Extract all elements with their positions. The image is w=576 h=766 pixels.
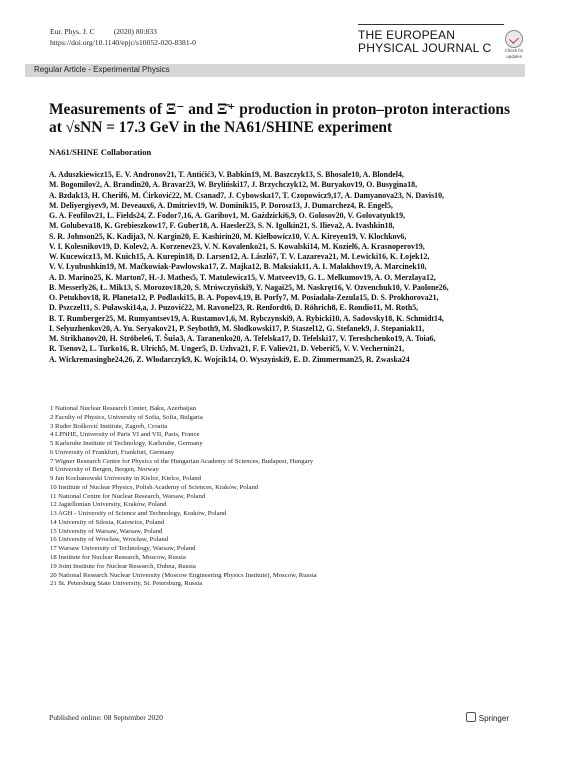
affiliation-item: 1 National Nuclear Research Center, Baku, Azerbaijan	[50, 405, 197, 412]
author-line: M. Deliyergiyev9, M. Deveaux6, A. Dmitriev19, W. Dominik15, P. Dorosz13, J. Dumarchez4, R. Engel5,	[49, 200, 393, 210]
author-line: O. Petukhov18, R. Płaneta12, P. Podlaski15, B. A. Popov4,19, B. Porfy7, M. Posiadała-Zezula15, D. S. Prokhorova21,	[49, 293, 439, 302]
journal-line-2: PHYSICAL JOURNAL C	[358, 41, 492, 56]
publisher-logo	[466, 712, 509, 723]
publisher-name: Springer	[478, 714, 509, 723]
author-line: M. Golubeva18, K. Grebieszkow17, F. Guber18, A. Haesler23, S. N. Igolkin21, S. Ilieva2, A. Ivashkin18,	[49, 221, 395, 231]
affiliation-item: 8 University of Bergen, Bergen, Norway	[50, 466, 159, 474]
affiliation-item: 9 Jan Kochanowski University in Kielce, Kielce, Poland	[50, 475, 201, 483]
updates-label-1: Check for	[504, 48, 524, 53]
author-line: B. T. Rumberger25, M. Rumyantsev19, A. Rustamov1,6, M. Rybczynski9, A. Rybicki10, A. Sadovsky18, K. Schmidt14,	[49, 313, 444, 323]
running-header	[50, 27, 196, 48]
page-footer	[49, 713, 529, 722]
affiliation-item: 10 Institute of Nuclear Physics, Polish Academy of Sciences, Kraków, Poland	[50, 483, 259, 491]
author-line: V. I. Kolesnikov19, D. Kolev2, A. Korzenev23, V. N. Kovalenko21, S. Kowalski14, M. Koziel6, A. Krasnoperov19,	[49, 241, 425, 251]
published-date: Published online: 08 September 2020	[49, 713, 163, 722]
affiliation-item: 21 St. Petersburg State University, St. Petersburg, Russia	[50, 580, 203, 588]
author-line: V. V. Lyubushkin19, M. Maćkowiak-Pawłowska17, Z. Majka12, B. Maksiak11, A. I. Malakhov19, A. Marcinek10,	[49, 262, 427, 272]
check-for-updates-button[interactable]	[499, 30, 529, 58]
update-badge-icon	[505, 30, 523, 48]
affiliation-item: 3 Ruđer Bošković Institute, Zagreb, Croatia	[50, 422, 168, 430]
affiliation-item: 20 National Research Nuclear University (Moscow Engineering Physics Institute), Moscow, Russia	[50, 571, 317, 579]
doi-link[interactable]: https://doi.org/10.1140/epjc/s10052-020-8381-0	[50, 37, 196, 47]
citation: Eur. Phys. J. C (2020) 80:833	[50, 27, 157, 36]
affiliation-list	[50, 405, 520, 589]
author-line: M. Bogomilov2, A. Brandin20, A. Bravar23, W. Bryliński17, J. Brzychczyk12, M. Buryakov19, O. Busygina18,	[49, 180, 418, 190]
affiliation-item: 19 Joint Institute for Nuclear Research, Dubna, Russia	[50, 562, 196, 570]
affiliation-item: 15 University of Warsaw, Warsaw, Poland	[50, 527, 163, 535]
journal-rule	[358, 24, 504, 25]
author-line: A. D. Marino25, K. Marton7, H.-J. Mathes5, T. Matulewicz15, V. Matveev19, G. L. Melkumov19, A. O. Merzlaya12,	[49, 272, 436, 282]
author-line: S. R. Johnson25, K. Kadija3, N. Kargin20, E. Kashirin20, M. Kiełbowicz10, V. A. Kireyeu19, V. Klochkov6,	[49, 231, 407, 241]
author-line: I. Selyuzhenkov20, A. Yu. Seryakov21, P. Seyboth9, M. Słodkowski17, P. Staszel12, G. Stefanek9, J. Stepaniak11,	[49, 323, 425, 333]
affiliation-item: 16 University of Wrocław, Wrocław, Poland	[50, 536, 169, 544]
article-type-label: Regular Article - Experimental Physics	[34, 65, 170, 74]
author-line: B. Messerly26, Ł. Mik13, S. Morozov18,20, S. Mrówczyński9, Y. Nagai25, M. Naskręt16, V. Ozvenchuk10, V. Paolone26,	[49, 282, 449, 292]
author-line: D. Pszczel11, S. Puławski14,a, J. Puzović22, M. Ravonel23, R. Renfordt6, D. Röhrich8, E. Rondio11, M. Roth5,	[49, 303, 419, 313]
affiliation-item: 5 Karlsruhe Institute of Technology, Karlsruhe, Germany	[50, 440, 203, 448]
author-line: A. Wickremasinghe24,26, Z. Włodarczyk9, K. Wojcik14, O. Wyszyński9, E. D. Zimmerman25, R. Zwaska24	[49, 354, 410, 364]
springer-horse-icon	[466, 712, 476, 722]
author-line: G. A. Feofilov21, L. Fields24, Z. Fodor7,16, A. Garibov1, M. Gaździcki6,9, O. Golosov20, V. Golovatyuk19,	[49, 211, 405, 220]
author-list	[49, 170, 527, 365]
author-line: R. Tsenov2, L. Turko16, R. Ulrich5, M. Unger5, D. Uzhva21, F. F. Valiev21, D. Veberič5, V. V. Vechernin21,	[49, 344, 405, 354]
article-title: Measurements of Ξ⁻ and Ξ̄⁺ production in proton–proton interactions at √sNN = 17.3 GeV in the NA61/SHINE experiment	[49, 101, 510, 136]
affiliation-item: 12 Jagiellonian University, Kraków, Poland	[50, 501, 167, 509]
affiliation-item: 11 National Centre for Nuclear Research, Warsaw, Poland	[50, 492, 206, 500]
collaboration-name: NA61/SHINE Collaboration	[49, 147, 152, 157]
author-line: A. Aduszkiewicz15, E. V. Andronov21, T. Antićić3, V. Babkin19, M. Baszczyk13, S. Bhosale10, A. Blondel4,	[49, 170, 404, 179]
affiliation-item: 14 University of Silesia, Katowice, Poland	[50, 518, 165, 526]
updates-label-2: updates	[506, 53, 522, 59]
affiliation-item: 13 AGH - University of Science and Technology, Kraków, Poland	[50, 510, 227, 518]
article-type-banner	[25, 64, 525, 77]
affiliation-item: 18 Institute for Nuclear Research, Moscow, Russia	[50, 554, 186, 562]
journal-logo	[358, 29, 498, 56]
affiliation-item: 2 Faculty of Physics, University of Sofia, Sofia, Bulgaria	[50, 413, 203, 421]
author-line: M. Strikhanov20, H. Ströbele6, T. Šuša3, A. Taranenko20, A. Tefelska17, D. Tefelski17, V. Tereshchenko19, A. Toia6,	[49, 334, 436, 343]
affiliation-item: 7 Wigner Research Centre for Physics of the Hungarian Academy of Sciences, Budapest, Hungary	[50, 457, 314, 465]
affiliation-item: 17 Warsaw University of Technology, Warsaw, Poland	[50, 545, 196, 553]
author-line: W. Kucewicz13, M. Kuich15, A. Kurepin18, D. Larsen12, A. László7, T. V. Lazareva21, M. Lewicki16, K. Łojek12,	[49, 252, 430, 261]
journal-line-1: THE EUROPEAN	[358, 28, 456, 42]
affiliation-item: 4 LPNHE, University of Paris VI and VII, Paris, France	[50, 431, 200, 439]
affiliation-item: 6 University of Frankfurt, Frankfurt, Germany	[50, 448, 175, 456]
author-line: A. Bzdak13, H. Cherif6, M. Ćirković22, M. Csanad7, J. Cybowska17, T. Czopowicz9,17, A. Damyanova23, N. Davis10,	[49, 190, 444, 200]
